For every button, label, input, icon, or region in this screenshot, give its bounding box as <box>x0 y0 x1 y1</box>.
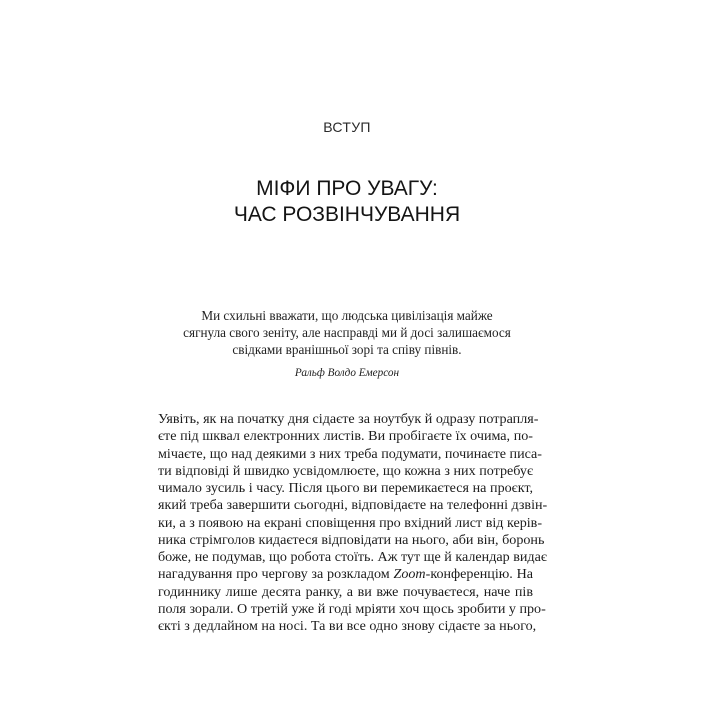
body-line-with-italic <box>158 566 533 583</box>
epigraph-line: сягнула свого зеніту, але насправді ми й досі залишаємося <box>183 324 511 340</box>
chapter-title-line-2: ЧАС РОЗВІНЧУВАННЯ <box>233 202 461 226</box>
body-line: Уявіть, як на початку дня сідаєте за ноутбук й одразу потрапля- <box>158 411 539 427</box>
section-label: ВСТУП <box>323 119 371 135</box>
body-line-tail: -конференцію. На <box>425 566 533 583</box>
chapter-title <box>0 176 694 227</box>
body-line: годиннику лише десята ранку, а ви вже почуваєтеся, наче пів <box>158 583 533 600</box>
body-line: ки, а з появою на екрані сповіщення про вхідний лист від керів- <box>158 514 543 531</box>
body-line: ти відповіді й швидко усвідомлюєте, що кожна з них потребує <box>158 462 533 479</box>
epigraph-line: Ми схильні вважати, що людська цивілізація майже <box>201 308 493 323</box>
body-line: єте під шквал електронних листів. Ви пробігаєте їх очима, по- <box>158 428 533 445</box>
italic-term: Zoom <box>393 566 426 583</box>
body-line: який треба завершити сьогодні, відповідаєте на телефонні дзвін- <box>158 497 548 514</box>
body-line: ника стрімголов кидаєтеся відповідати на нього, аби він, боронь <box>158 531 545 548</box>
epigraph-author: Ральф Волдо Емерсон <box>294 367 400 379</box>
body-line: боже, не подумав, що робота стоїть. Аж тут ще й календар видає <box>158 549 547 566</box>
chapter-title-line-1: МІФИ ПРО УВАГУ: <box>256 177 438 200</box>
body-paragraph <box>158 411 548 635</box>
body-line: чимало зусиль і часу. Після цього ви перемикаєтеся на проєкт, <box>158 480 533 497</box>
body-line: єкті з дедлайном на носі. Та ви все одно знову сідаєте за нього, <box>158 618 537 635</box>
body-line-text: нагадування про чергову за розкладом <box>158 566 390 583</box>
epigraph-quote <box>160 308 534 358</box>
body-line: поля зорали. О третій уже й годі мріяти хоч щось зробити у про- <box>158 600 546 617</box>
epigraph-line: свідками вранішньої зорі та співу півнів. <box>232 341 462 357</box>
body-line: мічаєте, що над деякими з них треба подумати, починаєте писа- <box>158 445 542 462</box>
